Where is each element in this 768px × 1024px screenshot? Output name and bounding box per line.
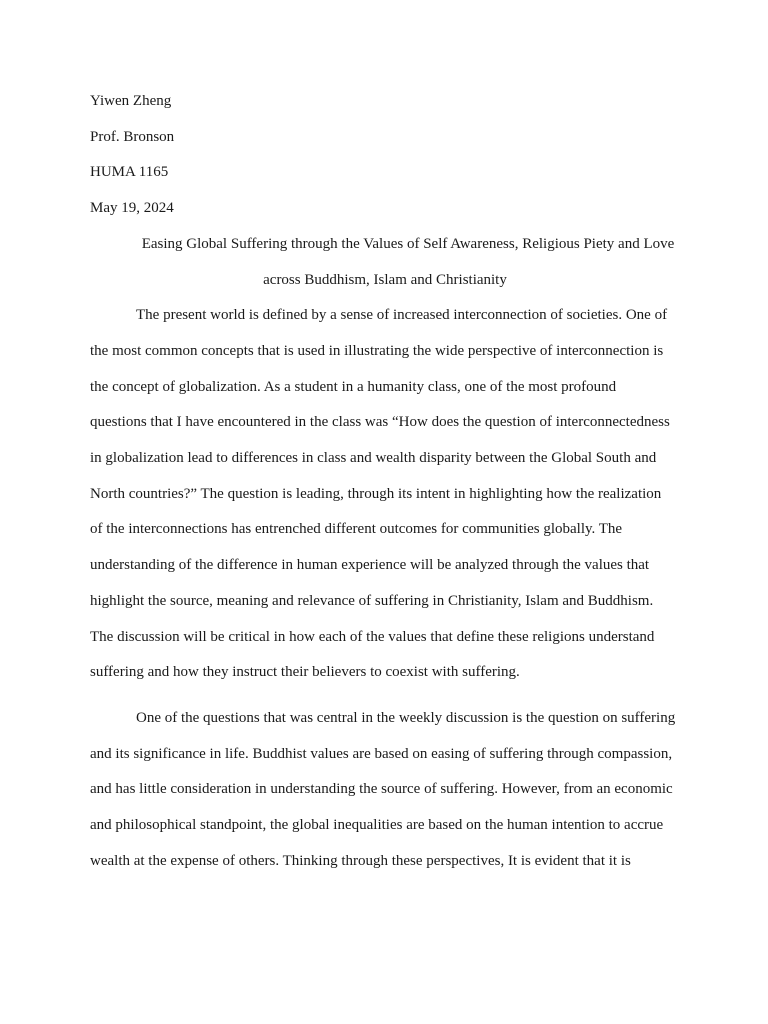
paragraph-line: suffering and how they instruct their believers to coexist with suffering. [90,664,520,681]
paragraph-line: and has little consideration in understanding the source of suffering. However, from an economic [90,781,673,798]
paragraph-line: the concept of globalization. As a student in a humanity class, one of the most profound [90,378,617,395]
paragraph-line: in globalization lead to differences in class and wealth disparity between the Global South and [90,450,657,467]
author-name: Yiwen Zheng [90,93,172,109]
paragraph-line: of the interconnections has entrenched different outcomes for communities globally. The [90,521,623,538]
paragraph-line: questions that I have encountered in the class was “How does the question of interconnectedness [90,414,670,431]
course-code: HUMA 1165 [90,164,169,181]
paragraph-line: and philosophical standpoint, the global inequalities are based on the human intention to accrue [90,817,664,834]
essay-title [90,227,680,298]
document-page [90,84,680,879]
paragraph-line: the most common concepts that is used in illustrating the wide perspective of interconnection is [90,342,664,359]
paragraph-line: The present world is defined by a sense of increased interconnection of societies. One of [136,307,668,324]
instructor-name: Prof. Bronson [90,128,175,145]
paragraph-line: understanding of the difference in human experience will be analyzed through the values that [90,557,650,574]
essay-title-line: across Buddhism, Islam and Christianity [263,271,507,288]
paragraph-2 [90,701,680,880]
submission-date: May 19, 2024 [90,200,174,217]
paragraph-line: wealth at the expense of others. Thinking through these perspectives, It is evident that it is [90,852,631,869]
paragraph-line: North countries?” The question is leading, through its intent in highlighting how the realization [90,485,662,502]
paragraph-line: and its significance in life. Buddhist values are based on easing of suffering through compassion, [90,745,673,762]
paragraph-line: The discussion will be critical in how each of the values that define these religions understand [90,628,655,645]
paragraph-line: highlight the source, meaning and relevance of suffering in Christianity, Islam and Buddhism. [90,592,654,609]
paragraph-line: One of the questions that was central in the weekly discussion is the question on suffering [136,709,676,726]
essay-title-line: Easing Global Suffering through the Values of Self Awareness, Religious Piety and Love [141,235,675,252]
paragraph-1 [90,298,680,691]
